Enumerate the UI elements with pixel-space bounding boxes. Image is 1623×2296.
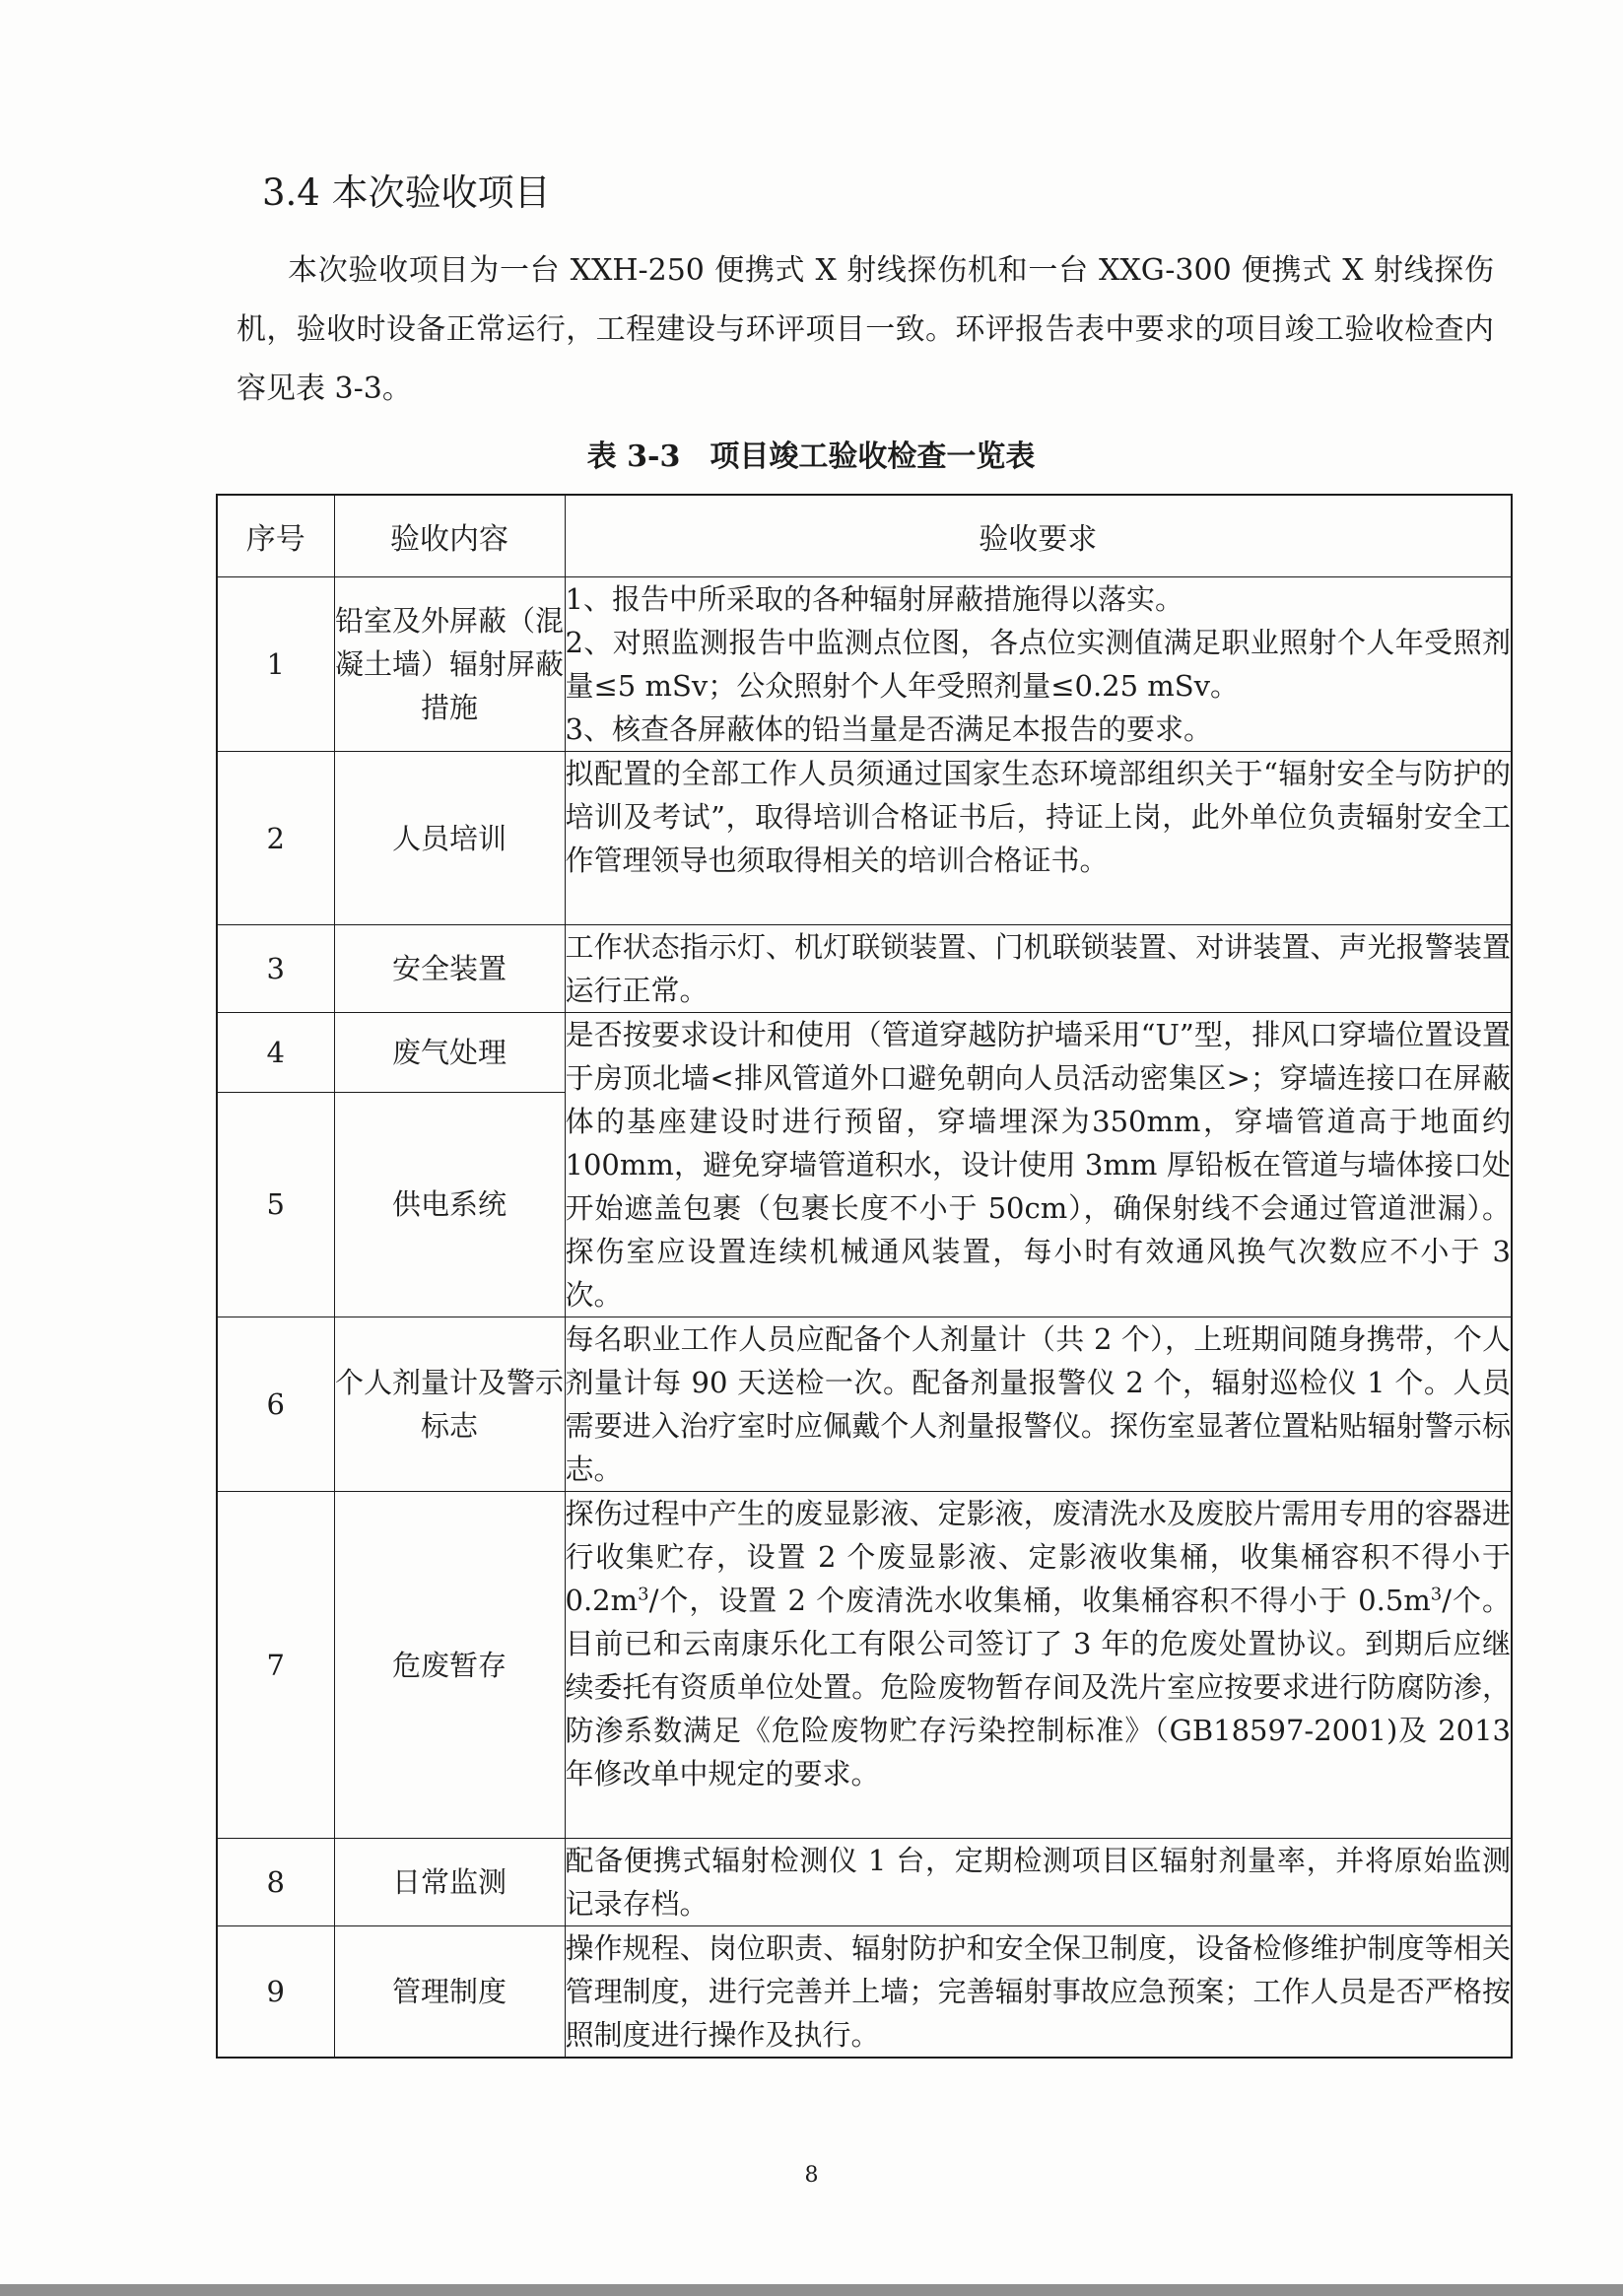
page-number: 8 (804, 2163, 819, 2188)
requirement-text: 探伤过程中产生的废显影液、定影液，废清洗水及废胶片需用专用的容器进行收集贮存，设置 2 个废显影液、定影液收集桶，收集桶容积不得小于 0.2m (565, 1497, 1511, 1617)
table-caption: 表 3-3 项目竣工验收检查一览表 (586, 439, 1036, 474)
acceptance-checklist-table (216, 494, 1513, 2059)
table-row (217, 1317, 1512, 1492)
row-requirement: 工作状态指示灯、机灯联锁装置、门机联锁装置、对讲装置、声光报警装置运行正常。 (565, 925, 1512, 1013)
header-item: 验收内容 (334, 495, 565, 577)
row-no: 1 (217, 577, 334, 752)
requirement-line: 3、核查各屏蔽体的铅当量是否满足本报告的要求。 (565, 712, 1212, 746)
row-item: 铅室及外屏蔽（混凝土墙）辐射屏蔽措施 (334, 577, 565, 752)
row-requirement: 拟配置的全部工作人员须通过国家生态环境部组织关于“辐射安全与防护的培训及考试”，取得培训合格证书后，持证上岗，此外单位负责辐射安全工作管理领导也须取得相关的培训合格证书。 (565, 752, 1512, 925)
row-requirement: 每名职业工作人员应配备个人剂量计（共 2 个），上班期间随身携带，个人剂量计每 90 天送检一次。配备剂量报警仪 2 个，辐射巡检仪 1 个。人员需要进入治疗室时应佩戴个人剂量报警仪。探伤室显著位置粘贴辐射警示标志。 (565, 1317, 1512, 1492)
row-no: 4 (217, 1013, 334, 1093)
row-item: 供电系统 (334, 1092, 565, 1317)
row-item: 废气处理 (334, 1013, 565, 1093)
superscript-exponent: 3 (1430, 1584, 1443, 1605)
table-row (217, 1492, 1512, 1839)
row-no: 9 (217, 1926, 334, 2059)
row-no: 7 (217, 1492, 334, 1839)
row-item: 管理制度 (334, 1926, 565, 2059)
row-item: 个人剂量计及警示标志 (334, 1317, 565, 1492)
table-row (217, 1926, 1512, 2059)
row-requirement (565, 577, 1512, 752)
table-row (217, 1839, 1512, 1926)
row-no: 2 (217, 752, 334, 925)
table-row (217, 577, 1512, 752)
requirement-text: /个。目前已和云南康乐化工有限公司签订了 3 年的危废处置协议。到期后应继续委托有资质单位处置。危险废物暂存间及洗片室应按要求进行防腐防渗，防渗系数满足《危险废物贮存污染控制标准》（GB18597-2001)及 2013 年修改单中规定的要求。 (565, 1584, 1511, 1790)
requirement-line: 2、对照监测报告中监测点位图，各点位实测值满足职业照射个人年受照剂量≤5 mSv；公众照射个人年受照剂量≤0.25 mSv。 (565, 626, 1511, 703)
row-no: 3 (217, 925, 334, 1013)
table-row (217, 1013, 1512, 1093)
scan-edge-band (0, 2284, 1623, 2296)
row-requirement: 配备便携式辐射检测仪 1 台，定期检测项目区辐射剂量率，并将原始监测记录存档。 (565, 1839, 1512, 1926)
row-requirement: 操作规程、岗位职责、辐射防护和安全保卫制度，设备检修维护制度等相关管理制度，进行完善并上墙；完善辐射事故应急预案；工作人员是否严格按照制度进行操作及执行。 (565, 1926, 1512, 2059)
row-requirement (565, 1492, 1512, 1839)
table-header-row (217, 495, 1512, 577)
row-no: 5 (217, 1092, 334, 1317)
table-row (217, 752, 1512, 925)
requirement-text: /个，设置 2 个废清洗水收集桶，收集桶容积不得小于 0.5m (648, 1584, 1431, 1617)
superscript-exponent: 3 (638, 1584, 649, 1605)
section-title: 3.4 本次验收项目 (262, 171, 551, 214)
row-no: 8 (217, 1839, 334, 1926)
header-no: 序号 (217, 495, 334, 577)
table-row (217, 925, 1512, 1013)
header-requirement: 验收要求 (565, 495, 1512, 577)
row-item: 人员培训 (334, 752, 565, 925)
row-requirement: 是否按要求设计和使用（管道穿越防护墙采用“U”型，排风口穿墙位置设置于房顶北墙<排风管道外口避免朝向人员活动密集区>；穿墙连接口在屏蔽体的基座建设时进行预留，穿墙埋深为350mm，穿墙管道高于地面约 100mm，避免穿墙管道积水，设计使用 3mm 厚铅板在管道与墙体接口处开始遮盖包裹（包裹长度不小于 50cm），确保射线不会通过管道泄漏）。探伤室应设置连续机械通风装置，每小时有效通风换气次数应不小于 3 次。 (565, 1013, 1512, 1317)
row-no: 6 (217, 1317, 334, 1492)
row-item: 危废暂存 (334, 1492, 565, 1839)
row-item: 日常监测 (334, 1839, 565, 1926)
intro-paragraph: 本次验收项目为一台 XXH-250 便携式 X 射线探伤机和一台 XXG-300 便携式 X 射线探伤机，验收时设备正常运行，工程建设与环评项目一致。环评报告表中要求的项目竣工验收检查内容见表 3-3。 (237, 253, 1494, 406)
row-item: 安全装置 (334, 925, 565, 1013)
requirement-line: 1、报告中所采取的各种辐射屏蔽措施得以落实。 (565, 582, 1183, 616)
